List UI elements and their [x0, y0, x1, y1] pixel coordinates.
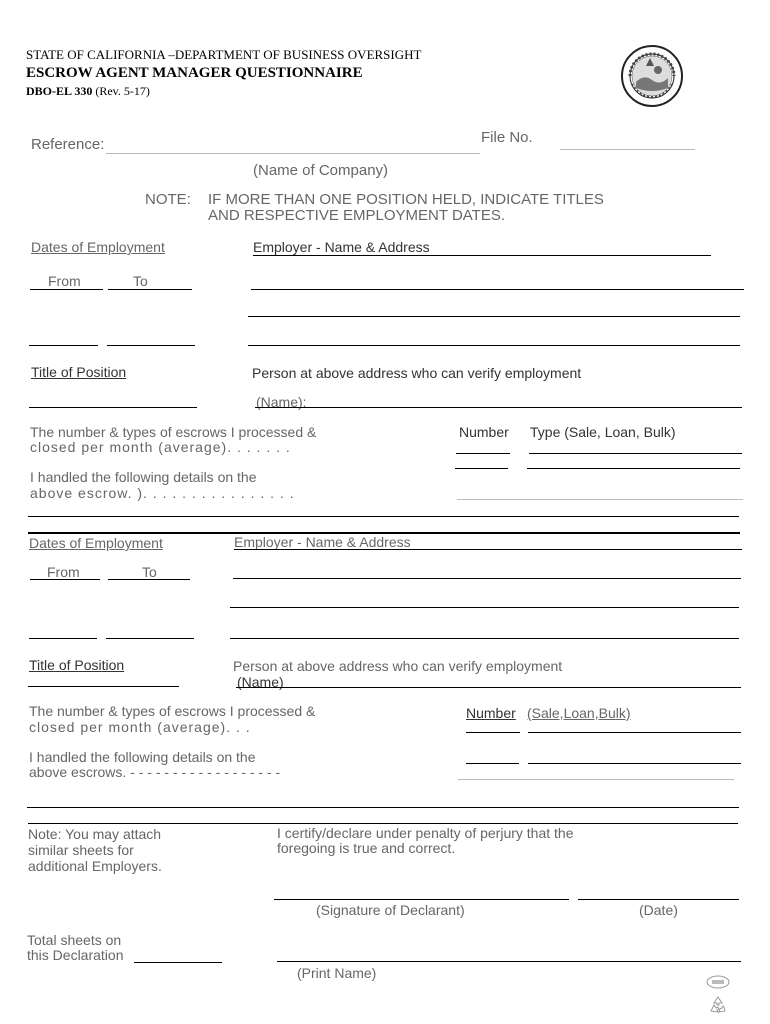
employer-address-field-2-1[interactable] [233, 578, 741, 579]
footer-divider [28, 823, 738, 824]
print-name-caption: (Print Name) [297, 965, 377, 981]
escrow-number-field-2[interactable] [455, 468, 508, 469]
verifier-label: Person at above address who can verify employment [252, 365, 582, 381]
company-name-caption: (Name of Company) [253, 162, 389, 179]
employer-name-address-label-2: Employer - Name & Address [234, 534, 411, 550]
number-label: Number [459, 424, 509, 440]
title-of-position-label-2: Title of Position [29, 657, 125, 673]
dates-of-employment-label: Dates of Employment [31, 239, 165, 255]
employer-name-field[interactable] [253, 255, 711, 256]
employer-address-field-2[interactable] [248, 316, 740, 317]
to-underline-2 [108, 579, 190, 580]
title-of-position-field-2[interactable] [28, 686, 179, 687]
escrows-processed-line-2: closed per month (average). . . . . . . [30, 439, 291, 455]
to-label-2: To [142, 564, 157, 580]
printer-logo-icon [706, 975, 730, 989]
details-line-1: I handled the following details on the [30, 469, 257, 485]
verifier-label-2: Person at above address who can verify employment [233, 658, 563, 674]
type-label-2: (Sale,Loan,Bulk) [527, 705, 631, 721]
from-label-2: From [47, 564, 80, 580]
note-line-2: AND RESPECTIVE EMPLOYMENT DATES. [208, 207, 506, 224]
date-field[interactable] [578, 899, 739, 900]
escrows-processed-line-1-2: The number & types of escrows I processed & [29, 703, 316, 719]
number-label-2: Number [466, 705, 516, 721]
from-date-field[interactable] [29, 345, 98, 346]
agency-name: STATE OF CALIFORNIA –DEPARTMENT OF BUSINESS OVERSIGHT [26, 47, 422, 62]
note-label: NOTE: [145, 191, 191, 208]
attach-note-line-2: similar sheets for [28, 842, 134, 858]
note-line-1: IF MORE THAN ONE POSITION HELD, INDICATE TITLES [208, 191, 604, 208]
from-underline-2 [30, 579, 100, 580]
escrow-type-field-1[interactable] [529, 453, 742, 454]
to-date-field[interactable] [107, 345, 195, 346]
print-name-field[interactable] [277, 961, 741, 962]
total-sheets-line-2: this Declaration [27, 947, 124, 963]
reference-label: Reference: [31, 136, 105, 153]
escrow-number-field-2-2[interactable] [466, 763, 519, 764]
to-underline [108, 289, 192, 290]
date-caption: (Date) [639, 902, 678, 918]
form-title: ESCROW AGENT MANAGER QUESTIONNAIRE [26, 65, 363, 81]
certify-line-2: foregoing is true and correct. [277, 840, 456, 856]
verifier-name-field[interactable] [255, 407, 742, 408]
escrows-processed-line-1: The number & types of escrows I processed & [30, 424, 317, 440]
employer-name-address-label: Employer - Name & Address [253, 239, 430, 255]
details-line-2-2: above escrows. - - - - - - - - - - - - - - - - - - [29, 764, 281, 780]
details-line-1-2: I handled the following details on the [29, 749, 256, 765]
from-label: From [48, 273, 81, 289]
certify-line-1: I certify/declare under penalty of perjury that the [277, 825, 574, 841]
form-id-line [26, 84, 150, 98]
state-seal-icon [620, 44, 684, 108]
from-underline [30, 289, 103, 290]
details-field-1[interactable] [457, 499, 743, 500]
from-date-field-2[interactable] [29, 638, 97, 639]
form-revision: (Rev. 5-17) [95, 84, 150, 98]
to-label: To [133, 273, 148, 289]
total-sheets-field[interactable] [134, 962, 222, 963]
employer-name-field-2[interactable] [234, 549, 742, 550]
attach-note-line-1: Note: You may attach [28, 826, 162, 842]
employer-address-field-2-3[interactable] [230, 638, 739, 639]
escrow-number-field-2-1[interactable] [466, 732, 520, 733]
attach-note-line-3: additional Employers. [28, 858, 162, 874]
verifier-name-caption: (Name): [256, 394, 307, 410]
escrow-type-field-2-2[interactable] [528, 763, 741, 764]
recycle-icon [708, 995, 728, 1015]
verifier-name-caption-2: (Name) [237, 674, 284, 690]
title-of-position-label: Title of Position [31, 364, 127, 380]
form-id: DBO-EL 330 [26, 84, 93, 98]
escrow-number-field-1[interactable] [456, 453, 510, 454]
file-no-field[interactable] [560, 149, 695, 150]
title-of-position-field[interactable] [29, 407, 197, 408]
file-no-label: File No. [481, 129, 533, 146]
details-field-2[interactable] [28, 516, 739, 517]
details-field-2-1[interactable] [458, 779, 734, 780]
employer-address-field-1[interactable] [251, 289, 744, 290]
employer-address-field-2-2[interactable] [230, 607, 739, 608]
escrow-type-field-2[interactable] [527, 468, 740, 469]
verifier-name-field-2[interactable] [236, 687, 741, 688]
reference-field[interactable] [106, 153, 480, 154]
escrows-processed-line-2-2: closed per month (average). . . [29, 719, 251, 735]
details-field-2-2[interactable] [27, 807, 739, 808]
total-sheets-line-1: Total sheets on [27, 932, 122, 948]
signature-caption: (Signature of Declarant) [316, 902, 465, 918]
signature-field[interactable] [274, 899, 569, 900]
dates-of-employment-label-2: Dates of Employment [29, 535, 163, 551]
escrow-type-field-2-1[interactable] [528, 732, 741, 733]
details-line-2: above escrow. ). . . . . . . . . . . . . . . . [30, 485, 295, 501]
to-date-field-2[interactable] [106, 638, 194, 639]
type-label: Type (Sale, Loan, Bulk) [530, 424, 676, 440]
employer-address-field-3[interactable] [248, 345, 740, 346]
